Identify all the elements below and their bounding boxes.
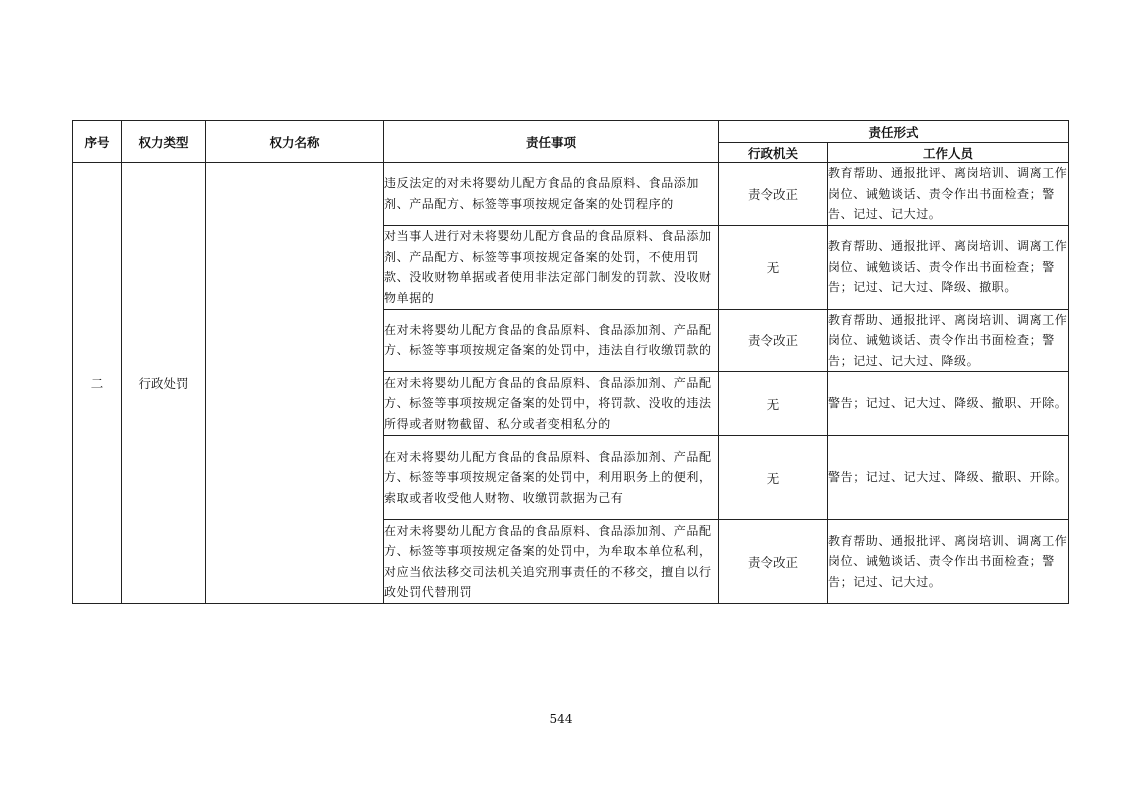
admin-organ-form: 责令改正	[719, 309, 828, 372]
responsibility-item: 在对未将婴幼儿配方食品的食品原料、食品添加剂、产品配方、标签等事项按规定备案的处罚中，将罚款、没收的违法所得或者财物截留、私分或者变相私分的	[384, 372, 719, 436]
header-power-type: 权力类型	[122, 121, 206, 163]
responsibility-item: 在对未将婴幼儿配方食品的食品原料、食品添加剂、产品配方、标签等事项按规定备案的处罚中，利用职务上的便利，索取或者收受他人财物、收缴罚款据为己有	[384, 436, 719, 520]
responsibility-item: 对当事人进行对未将婴幼儿配方食品的食品原料、食品添加剂、产品配方、标签等事项按规定备案的处罚，不使用罚款、没收财物单据或者使用非法定部门制发的罚款、没收财物单据的	[384, 225, 719, 309]
group-power-name	[206, 163, 384, 604]
page-number: 544	[549, 712, 573, 726]
admin-organ-form: 责令改正	[719, 520, 828, 604]
responsibility-item: 在对未将婴幼儿配方食品的食品原料、食品添加剂、产品配方、标签等事项按规定备案的处罚中，为牟取本单位私利，对应当依法移交司法机关追究刑事责任的不移交，擅自以行政处罚代替刑罚	[384, 520, 719, 604]
admin-organ-form: 责令改正	[719, 163, 828, 226]
staff-form: 教育帮助、通报批评、离岗培训、调离工作岗位、诫勉谈话、责令作出书面检查；警告；记过、记大过、降级、撤职。	[828, 225, 1069, 309]
table-row	[73, 163, 1069, 226]
group-index: 二	[73, 163, 122, 604]
header-admin-organ: 行政机关	[719, 143, 828, 163]
admin-organ-form: 无	[719, 372, 828, 436]
responsibility-item: 在对未将婴幼儿配方食品的食品原料、食品添加剂、产品配方、标签等事项按规定备案的处罚中，违法自行收缴罚款的	[384, 309, 719, 372]
staff-form: 教育帮助、通报批评、离岗培训、调离工作岗位、诫勉谈话、责令作出书面检查；警告；记过、记大过。	[828, 520, 1069, 604]
header-power-name: 权力名称	[206, 121, 384, 163]
staff-form: 警告；记过、记大过、降级、撤职、开除。	[828, 372, 1069, 436]
staff-form: 警告；记过、记大过、降级、撤职、开除。	[828, 436, 1069, 520]
staff-form: 教育帮助、通报批评、离岗培训、调离工作岗位、诫勉谈话、责令作出书面检查；警告、记过、记大过。	[828, 163, 1069, 226]
admin-organ-form: 无	[719, 225, 828, 309]
responsibility-item: 违反法定的对未将婴幼儿配方食品的食品原料、食品添加剂、产品配方、标签等事项按规定备案的处罚程序的	[384, 163, 719, 226]
header-responsibility-form: 责任形式	[719, 121, 1069, 143]
staff-form: 教育帮助、通报批评、离岗培训、调离工作岗位、诫勉谈话、责令作出书面检查；警告；记过、记大过、降级。	[828, 309, 1069, 372]
responsibility-table	[72, 120, 1069, 604]
header-index: 序号	[73, 121, 122, 163]
admin-organ-form: 无	[719, 436, 828, 520]
header-staff: 工作人员	[828, 143, 1069, 163]
group-power-type: 行政处罚	[122, 163, 206, 604]
header-responsibility-item: 责任事项	[384, 121, 719, 163]
